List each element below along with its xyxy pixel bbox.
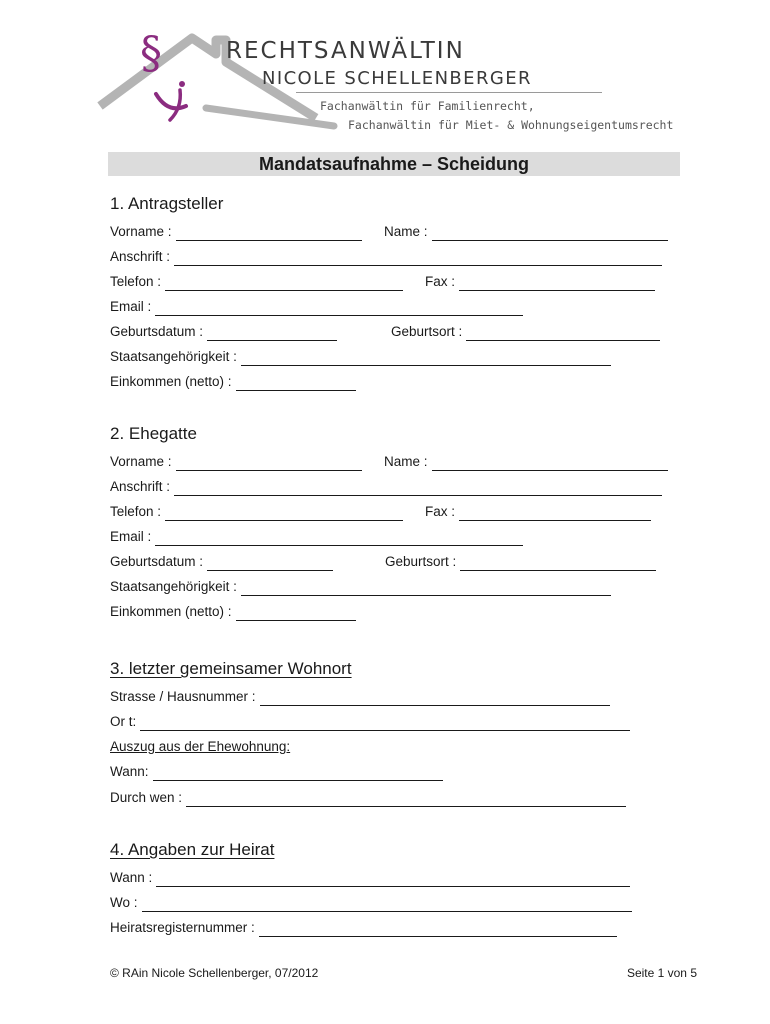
label-wann: Wann: xyxy=(110,764,149,779)
label-email: Email : xyxy=(110,299,152,314)
label-einkommen: Einkommen (netto) : xyxy=(110,604,232,619)
field-heiratsregisternummer[interactable] xyxy=(110,919,617,937)
field-staatsangehoerigkeit-2[interactable] xyxy=(110,578,611,596)
field-heirat-wann[interactable] xyxy=(110,869,630,887)
label-email: Email : xyxy=(110,529,152,544)
label-geburtsort: Geburtsort : xyxy=(391,324,463,339)
letterhead-rule xyxy=(296,92,602,93)
field-name-2[interactable] xyxy=(384,453,668,471)
field-geburtsort-1[interactable] xyxy=(391,323,660,341)
field-telefon-2[interactable] xyxy=(110,503,403,521)
field-einkommen-1[interactable] xyxy=(110,373,356,391)
label-vorname: Vorname : xyxy=(110,454,172,469)
label-fax: Fax : xyxy=(425,504,456,519)
field-geburtsdatum-1[interactable] xyxy=(110,323,337,341)
svg-text:§: § xyxy=(140,28,162,79)
label-name: Name : xyxy=(384,454,428,469)
label-anschrift: Anschrift : xyxy=(110,249,171,264)
label-fax: Fax : xyxy=(425,274,456,289)
letterhead-name: NICOLE SCHELLENBERGER xyxy=(262,68,532,89)
field-vorname-1[interactable] xyxy=(110,223,362,241)
field-geburtsdatum-2[interactable] xyxy=(110,553,333,571)
field-anschrift-1[interactable] xyxy=(110,248,662,266)
section-heading-wohnort: 3. letzter gemeinsamer Wohnort xyxy=(110,659,352,678)
letterhead-title: RECHTSANWÄLTIN xyxy=(226,38,465,64)
footer-copyright: © RAin Nicole Schellenberger, 07/2012 xyxy=(110,966,319,980)
auszug-heading xyxy=(110,738,290,756)
field-durch-wen[interactable] xyxy=(110,789,626,807)
label-geburtsdatum: Geburtsdatum : xyxy=(110,324,204,339)
label-heiratsregisternummer: Heiratsregisternummer : xyxy=(110,920,255,935)
field-geburtsort-2[interactable] xyxy=(385,553,656,571)
label-auszug: Auszug aus der Ehewohnung: xyxy=(110,739,291,754)
label-staatsangehoerigkeit: Staatsangehörigkeit : xyxy=(110,349,237,364)
label-anschrift: Anschrift : xyxy=(110,479,171,494)
label-einkommen: Einkommen (netto) : xyxy=(110,374,232,389)
field-email-2[interactable] xyxy=(110,528,523,546)
label-strasse: Strasse / Hausnummer : xyxy=(110,689,256,704)
letterhead-subtitle-1: Fachanwältin für Familienrecht, xyxy=(320,99,535,113)
title-banner xyxy=(108,152,680,176)
label-geburtsdatum: Geburtsdatum : xyxy=(110,554,204,569)
label-wann: Wann : xyxy=(110,870,153,885)
field-fax-1[interactable] xyxy=(425,273,655,291)
field-fax-2[interactable] xyxy=(425,503,651,521)
field-anschrift-2[interactable] xyxy=(110,478,662,496)
section-heading-heirat: 4. Angaben zur Heirat xyxy=(110,840,275,859)
label-ort: Or t: xyxy=(110,714,137,729)
field-staatsangehoerigkeit-1[interactable] xyxy=(110,348,611,366)
field-strasse[interactable] xyxy=(110,688,610,706)
field-ort[interactable] xyxy=(110,713,630,731)
letterhead-subtitle-2: Fachanwältin für Miet- & Wohnungseigentumsrecht xyxy=(348,118,674,132)
field-einkommen-2[interactable] xyxy=(110,603,356,621)
label-vorname: Vorname : xyxy=(110,224,172,239)
field-heirat-wo[interactable] xyxy=(110,894,632,912)
label-telefon: Telefon : xyxy=(110,504,162,519)
section-heading-antragsteller: 1. Antragsteller xyxy=(110,194,224,213)
page-title: Mandatsaufnahme – Scheidung xyxy=(258,154,530,174)
footer-page-number: Seite 1 von 5 xyxy=(626,966,697,980)
label-name: Name : xyxy=(384,224,428,239)
field-auszug-wann[interactable] xyxy=(110,763,443,781)
label-staatsangehoerigkeit: Staatsangehörigkeit : xyxy=(110,579,237,594)
label-durch-wen: Durch wen : xyxy=(110,790,183,805)
label-geburtsort: Geburtsort : xyxy=(385,554,457,569)
field-vorname-2[interactable] xyxy=(110,453,362,471)
field-telefon-1[interactable] xyxy=(110,273,403,291)
section-heading-ehegatte: 2. Ehegatte xyxy=(110,424,197,443)
field-name-1[interactable] xyxy=(384,223,668,241)
field-email-1[interactable] xyxy=(110,298,523,316)
label-telefon: Telefon : xyxy=(110,274,162,289)
label-wo: Wo : xyxy=(110,895,138,910)
